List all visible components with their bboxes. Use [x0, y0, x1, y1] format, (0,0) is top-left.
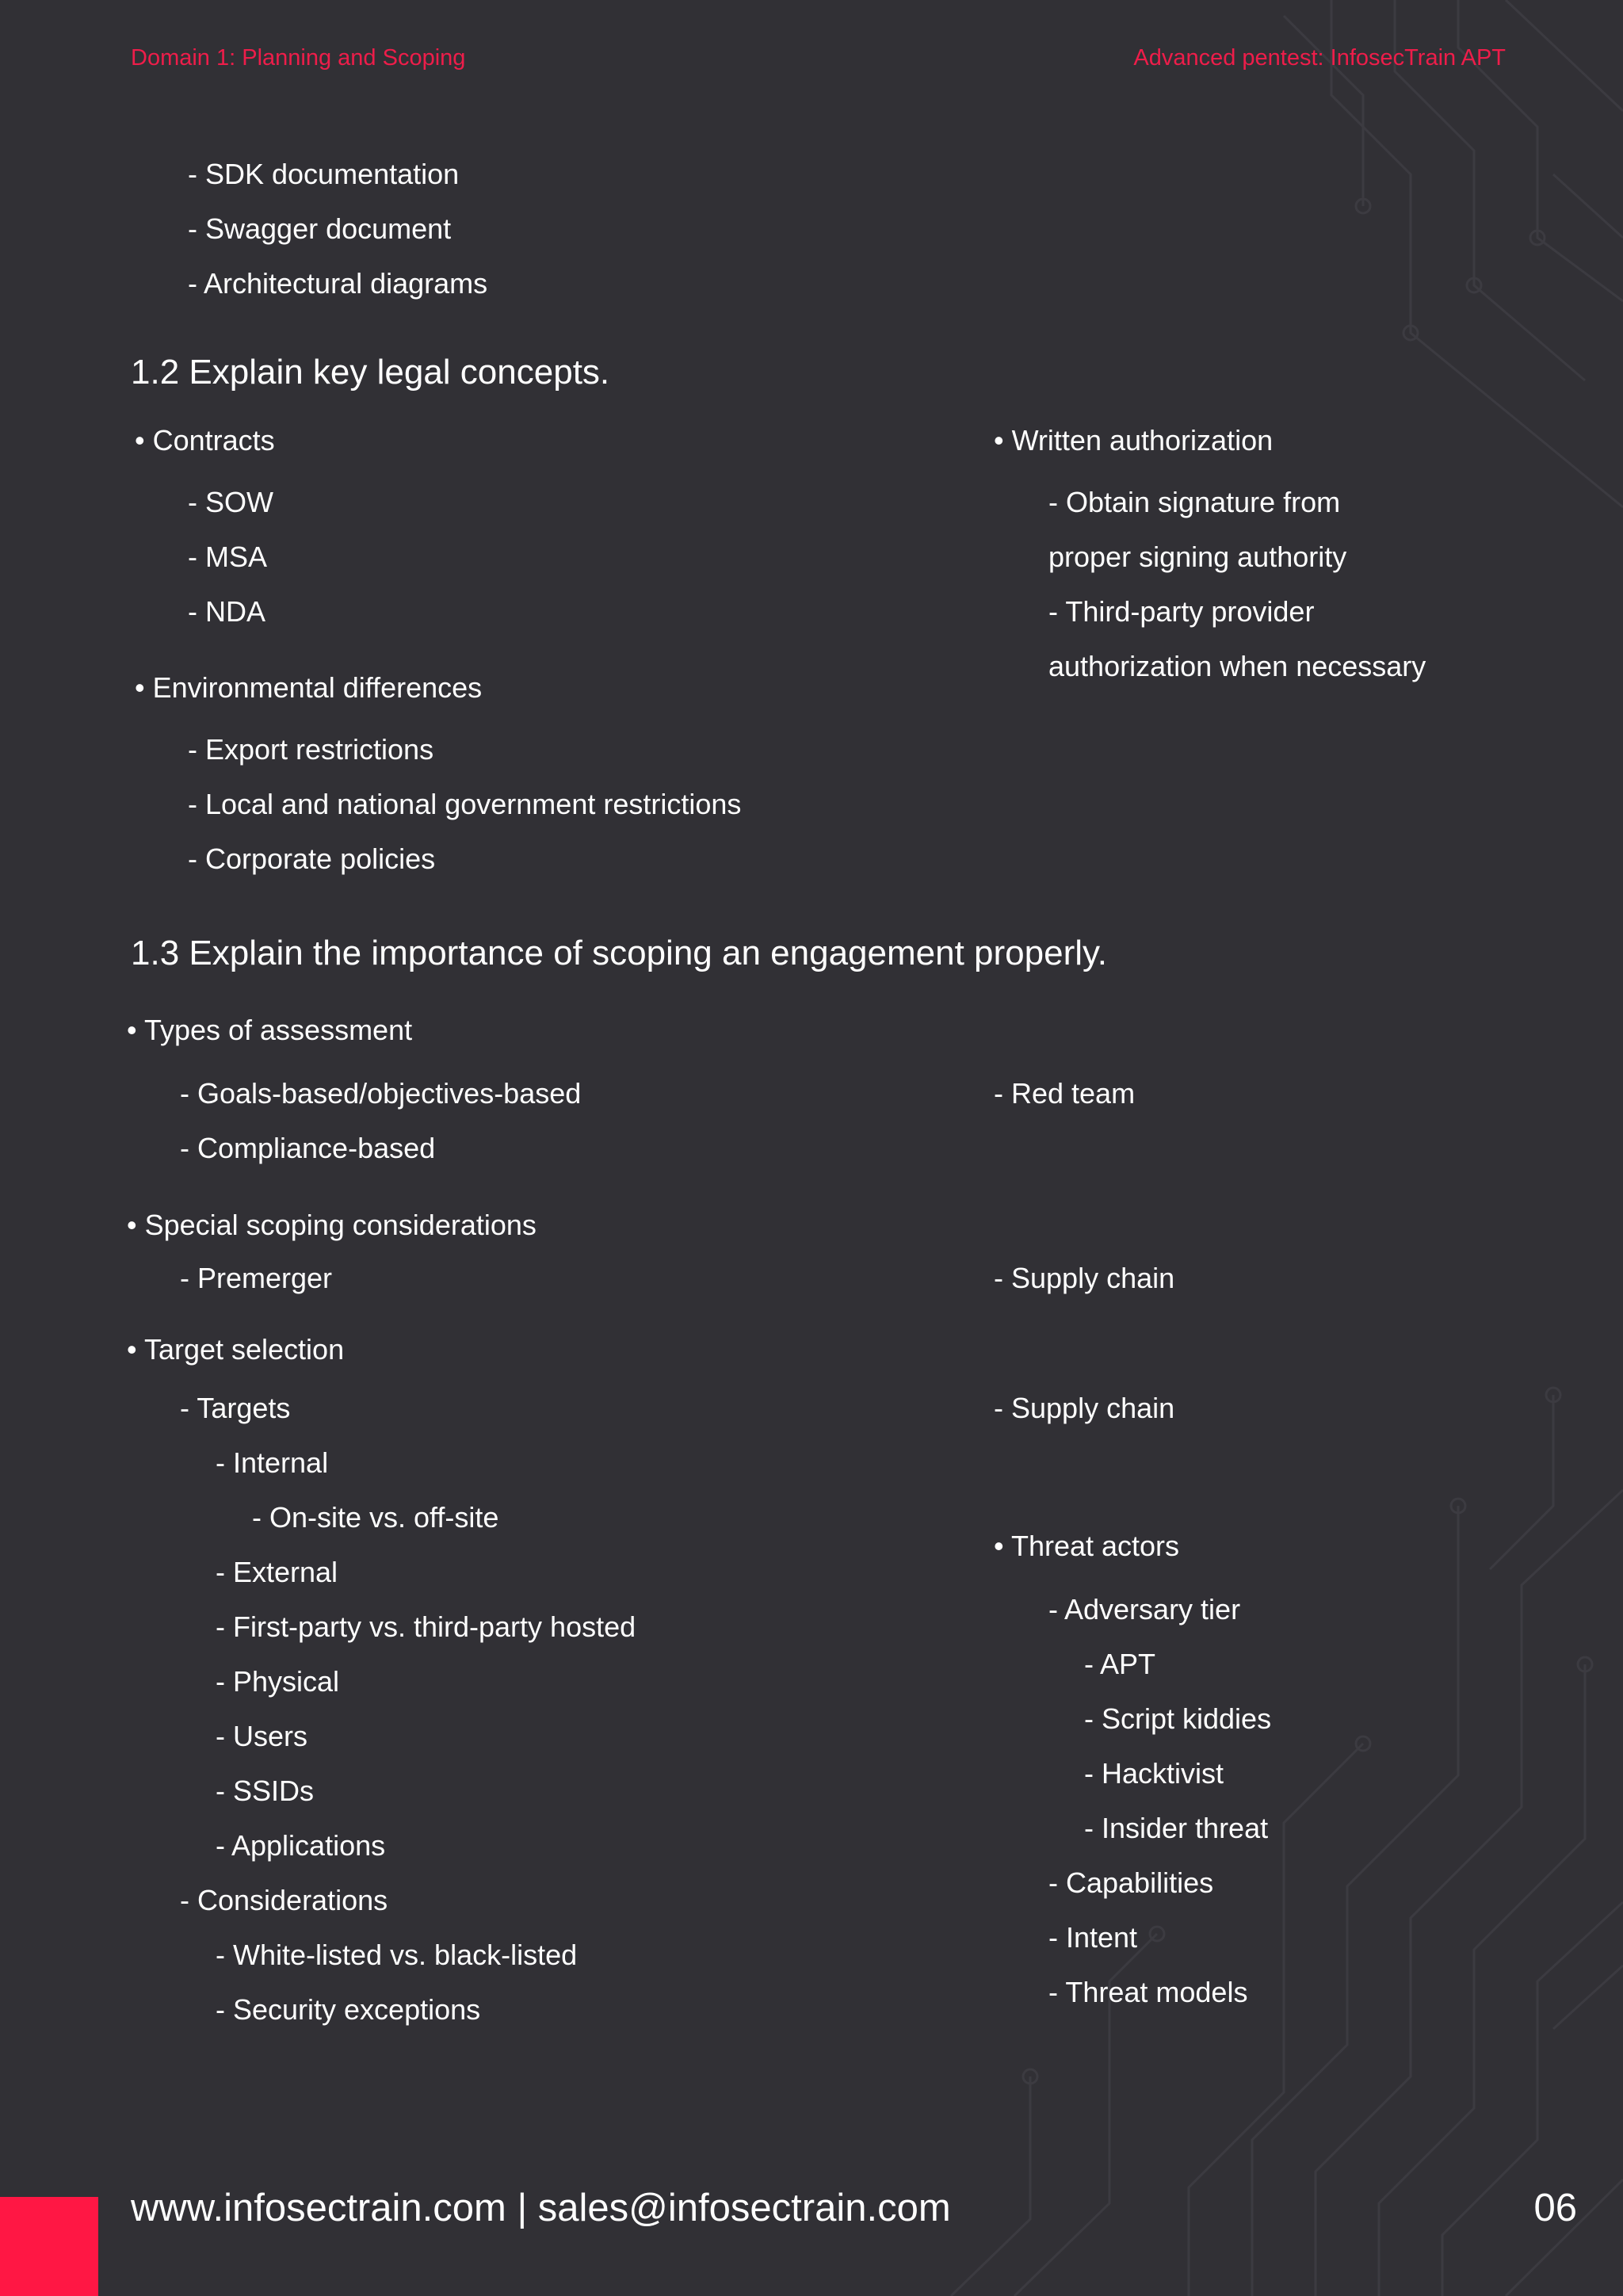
list-item: - NDA [188, 595, 265, 628]
list-item-continuation: proper signing authority [1048, 541, 1347, 573]
header-domain-title: Domain 1: Planning and Scoping [131, 45, 466, 71]
section-heading-1-2: 1.2 Explain key legal concepts. [131, 353, 610, 392]
list-item: - Architectural diagrams [188, 267, 488, 300]
list-item: - SSIDs [216, 1775, 315, 1807]
section-heading-1-3: 1.3 Explain the importance of scoping an engagement properly. [131, 934, 1107, 972]
footer-contact: www.infosectrain.com | sales@infosectrain.com [131, 2187, 951, 2229]
list-item: - Third-party provider [1048, 595, 1315, 628]
list-item: - Physical [216, 1665, 340, 1698]
list-item: - Internal [216, 1446, 329, 1479]
list-item: - On-site vs. off-site [252, 1501, 499, 1534]
list-item: - SOW [188, 486, 273, 518]
list-item: - Export restrictions [188, 733, 434, 766]
list-item: - Intent [1048, 1921, 1138, 1954]
list-item: - Insider threat [1084, 1812, 1269, 1844]
bullet-written-authorization: • Written authorization [994, 424, 1274, 457]
list-item: - APT [1084, 1648, 1156, 1680]
list-item: - Obtain signature from [1048, 486, 1341, 518]
list-item: - Premerger [180, 1262, 333, 1294]
list-item: - Corporate policies [188, 842, 436, 875]
list-item: - Supply chain [994, 1392, 1175, 1424]
list-item: - Security exceptions [216, 1993, 481, 2026]
list-item: - Threat models [1048, 1976, 1248, 2008]
bullet-contracts: • Contracts [135, 424, 275, 457]
list-item: - Adversary tier [1048, 1593, 1241, 1626]
list-item: - Red team [994, 1077, 1136, 1110]
list-item: - SDK documentation [188, 158, 460, 190]
footer-accent-block [0, 2197, 98, 2296]
list-item: - Capabilities [1048, 1866, 1214, 1899]
list-item: - Local and national government restrictions [188, 788, 742, 820]
list-item: - Compliance-based [180, 1132, 436, 1164]
header-course-title: Advanced pentest: InfosecTrain APT [1133, 45, 1506, 71]
list-item: - Considerations [180, 1884, 388, 1916]
list-item: - External [216, 1556, 338, 1588]
page-number: 06 [1533, 2187, 1577, 2229]
list-item: - Users [216, 1720, 307, 1752]
list-item: - Targets [180, 1392, 291, 1424]
list-item: - Applications [216, 1829, 386, 1862]
list-item: - White-listed vs. black-listed [216, 1939, 578, 1971]
bullet-threat-actors: • Threat actors [994, 1530, 1180, 1562]
list-item: - Supply chain [994, 1262, 1175, 1294]
bullet-environmental-differences: • Environmental differences [135, 671, 483, 704]
list-item: - Script kiddies [1084, 1702, 1272, 1735]
bullet-types-of-assessment: • Types of assessment [127, 1014, 413, 1046]
list-item: - First-party vs. third-party hosted [216, 1610, 636, 1643]
bullet-special-scoping: • Special scoping considerations [127, 1209, 537, 1241]
list-item: - Hacktivist [1084, 1757, 1224, 1790]
bullet-target-selection: • Target selection [127, 1333, 345, 1366]
list-item: - Goals-based/objectives-based [180, 1077, 582, 1110]
list-item-continuation: authorization when necessary [1048, 650, 1426, 682]
list-item: - MSA [188, 541, 268, 573]
list-item: - Swagger document [188, 212, 452, 245]
